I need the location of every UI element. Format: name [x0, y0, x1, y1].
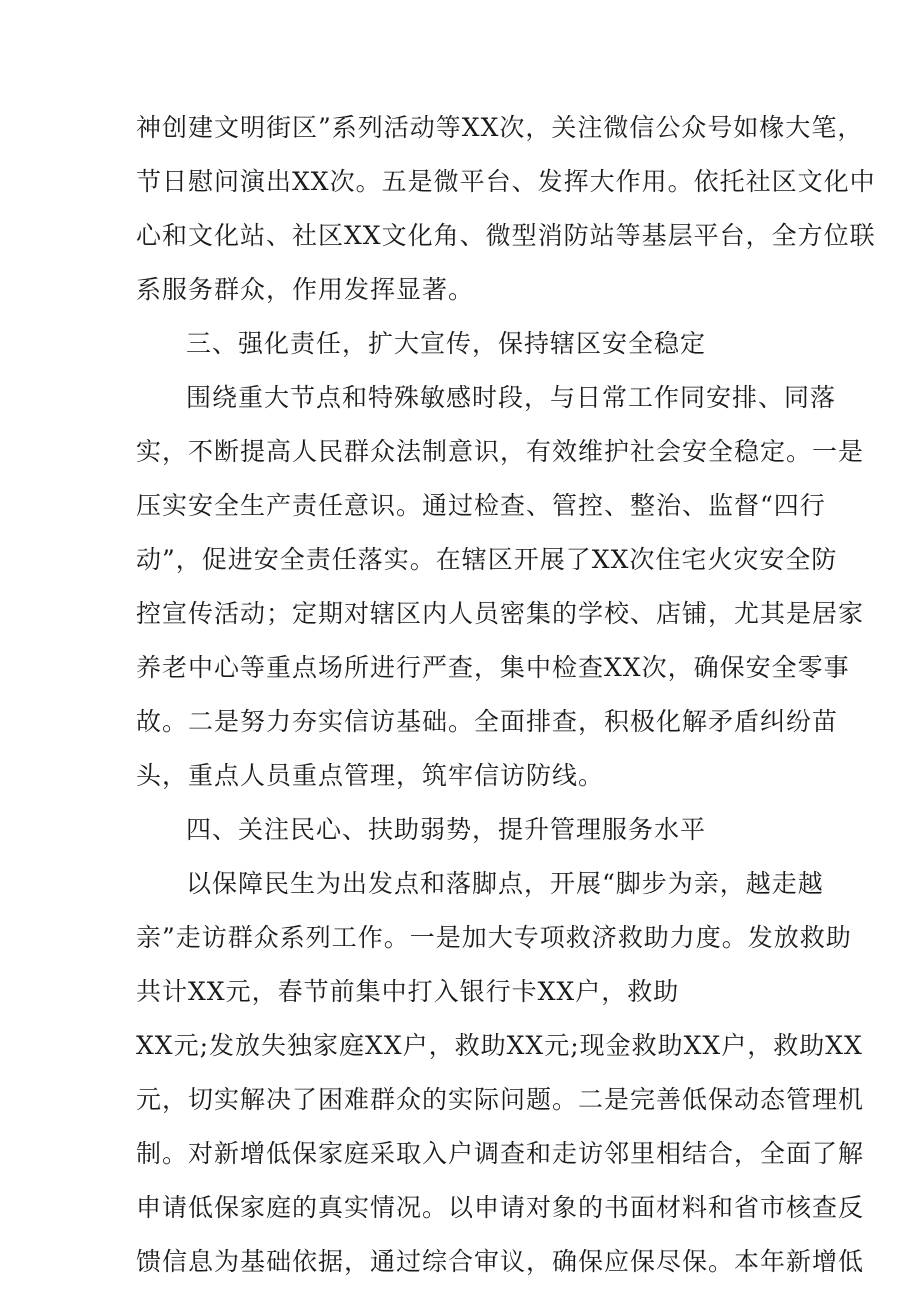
text-line: 神创建文明街区”系列活动等XX次，关注微信公众号如椽大笔，	[136, 113, 864, 142]
text-line: 元，切实解决了困难群众的实际问题。二是完善低保动态管理机	[136, 1085, 865, 1114]
text-line: 制。对新增低保家庭采取入户调查和走访邻里相结合，全面了解	[136, 1139, 865, 1168]
text-line: 共计XX元，春节前集中打入银行卡XX户，救助	[136, 977, 680, 1006]
text-line: 动”，促进安全责任落实。在辖区开展了XX次住宅火灾安全防	[136, 545, 838, 574]
section-heading: 三、强化责任，扩大宣传，保持辖区安全稳定	[186, 329, 707, 358]
text-line: 控宣传活动；定期对辖区内人员密集的学校、店铺，尤其是居家	[136, 599, 865, 628]
text-line: 节日慰问演出XX次。五是微平台、发挥大作用。依托社区文化中	[136, 167, 876, 196]
text-line: 亲”走访群众系列工作。一是加大专项救济救助力度。发放救助	[136, 923, 852, 952]
text-line: 馈信息为基础依据，通过综合审议，确保应保尽保。本年新增低	[136, 1247, 865, 1276]
section-heading: 四、关注民心、扶助弱势，提升管理服务水平	[186, 815, 707, 844]
text-line: 实，不断提高人民群众法制意识，有效维护社会安全稳定。一是	[136, 437, 865, 466]
text-line: 压实安全生产责任意识。通过检查、管控、整治、监督“四行	[136, 491, 826, 520]
text-line: 申请低保家庭的真实情况。以申请对象的书面材料和省市核查反	[136, 1193, 865, 1222]
text-line: 心和文化站、社区XX文化角、微型消防站等基层平台，全方位联	[136, 221, 876, 250]
text-line: 养老中心等重点场所进行严查，集中检查XX次，确保安全零事	[136, 653, 850, 682]
text-line: 头，重点人员重点管理，筑牢信访防线。	[136, 761, 605, 790]
text-line: XX元;发放失独家庭XX户，救助XX元;现金救助XX户，救助XX	[136, 1031, 863, 1060]
text-line: 系服务群众，作用发挥显著。	[136, 275, 475, 304]
text-line: 围绕重大节点和特殊敏感时段，与日常工作同安排、同落	[186, 383, 837, 412]
text-line: 故。二是努力夯实信访基础。全面排查，积极化解矛盾纠纷苗	[136, 707, 839, 736]
text-line: 以保障民生为出发点和落脚点，开展“脚步为亲，越走越	[186, 869, 824, 898]
